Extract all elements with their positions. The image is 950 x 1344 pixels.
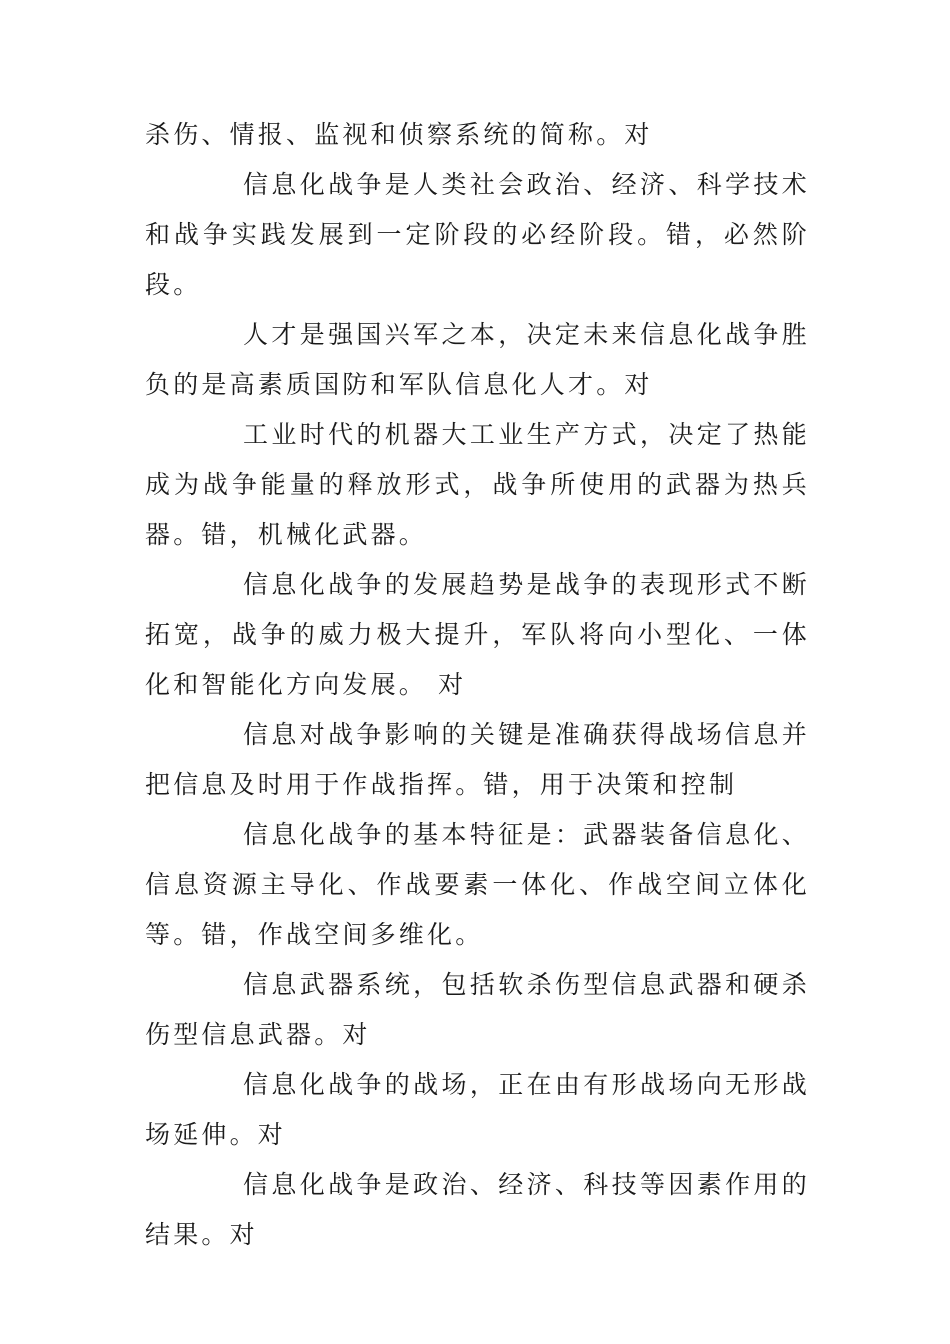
paragraph: 信息化战争的发展趋势是战争的表现形式不断拓宽，战争的威力极大提升，军队将向小型化、一体化和智能化方向发展。 对	[145, 570, 810, 699]
document-body	[145, 110, 810, 1260]
paragraph: 信息化战争的战场，正在由有形战场向无形战场延伸。对	[145, 1070, 810, 1149]
paragraph: 信息化战争是人类社会政治、经济、科学技术和战争实践发展到一定阶段的必经阶段。错，必然阶段。	[145, 170, 810, 299]
paragraph: 工业时代的机器大工业生产方式，决定了热能成为战争能量的释放形式，战争所使用的武器为热兵器。错，机械化武器。	[145, 420, 810, 549]
paragraph: 杀伤、情报、监视和侦察系统的简称。对	[145, 120, 653, 149]
paragraph: 信息对战争影响的关键是准确获得战场信息并把信息及时用于作战指挥。错，用于决策和控制	[145, 720, 810, 799]
paragraph: 人才是强国兴军之本，决定未来信息化战争胜负的是高素质国防和军队信息化人才。对	[145, 320, 810, 399]
paragraph: 信息化战争是政治、经济、科技等因素作用的结果。对	[145, 1170, 810, 1249]
paragraph: 信息武器系统，包括软杀伤型信息武器和硬杀伤型信息武器。对	[145, 970, 810, 1049]
paragraph: 信息化战争的基本特征是：武器装备信息化、信息资源主导化、作战要素一体化、作战空间立体化等。错，作战空间多维化。	[145, 820, 810, 949]
